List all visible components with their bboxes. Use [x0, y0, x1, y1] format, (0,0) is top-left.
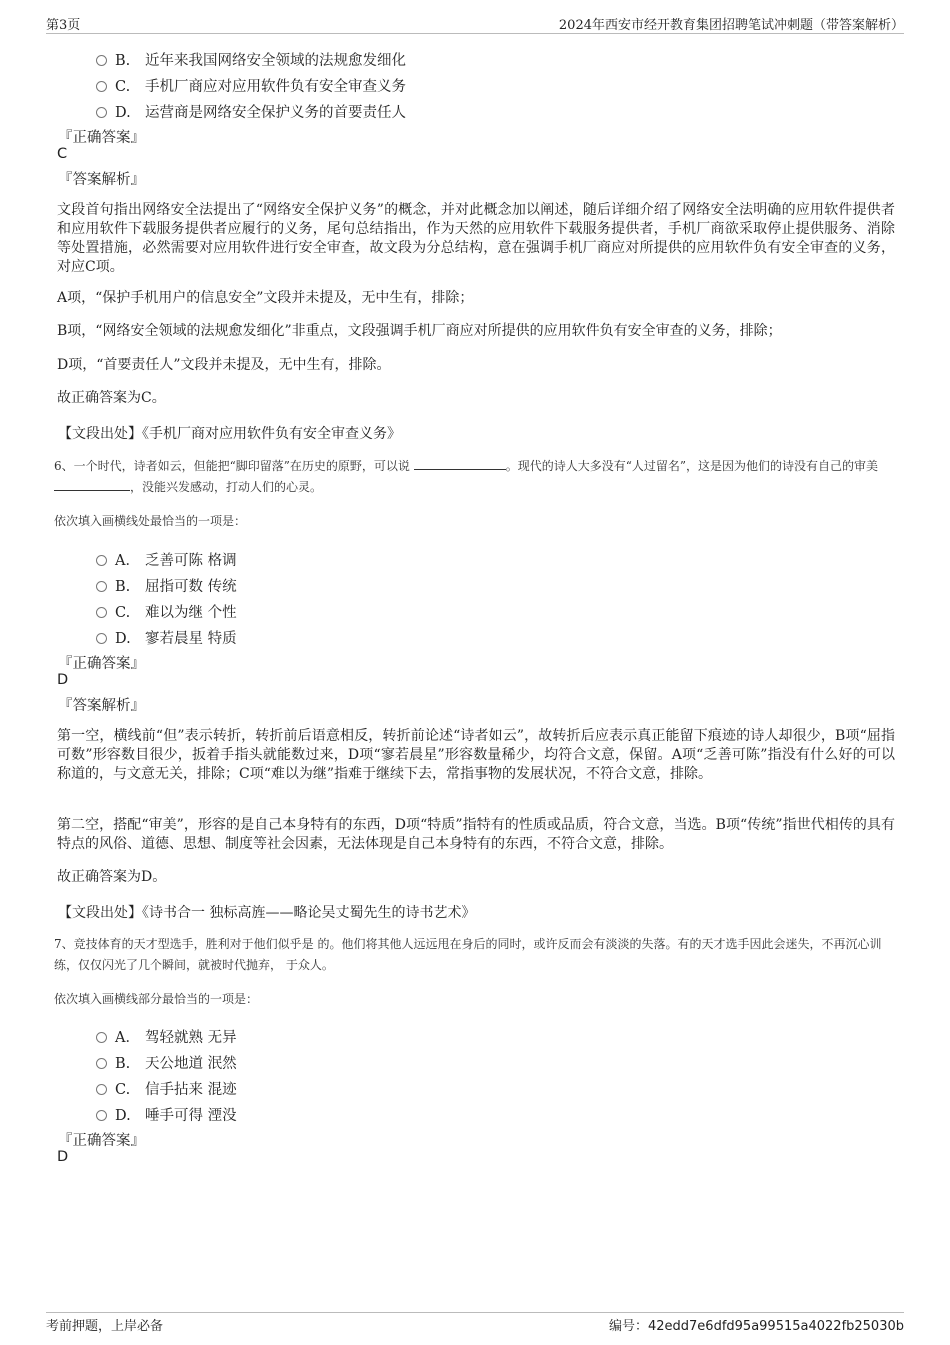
analysis-label: 『答案解析』 — [58, 172, 145, 188]
radio-icon[interactable] — [96, 1084, 107, 1095]
option-q5-b[interactable]: B. 近年来我国网络安全领域的法规愈发细化 — [96, 49, 406, 69]
option-q7-b[interactable]: B. 天公地道 泯然 — [96, 1052, 237, 1072]
radio-icon[interactable] — [96, 55, 107, 66]
radio-icon[interactable] — [96, 555, 107, 566]
radio-icon[interactable] — [96, 1032, 107, 1043]
analysis-paragraph: D项，“首要责任人”文段并未提及，无中生有，排除。 — [57, 357, 391, 373]
radio-icon[interactable] — [96, 581, 107, 592]
answer-value: D — [57, 1149, 69, 1165]
option-q7-c[interactable]: C. 信手拈来 混迹 — [96, 1078, 237, 1098]
document-title: 2024年西安市经开教育集团招聘笔试冲刺题（带答案解析） — [558, 18, 904, 33]
footer-slogan: 考前押题，上岸必备 — [46, 1319, 164, 1334]
question-7-text: 7、竞技体育的天才型选手，胜利对于他们似乎是 的。他们将其他人远远甩在身后的同时，或许反而会有淡淡的失落。有的天才选手因此会迷失，不再沉心训练，仅仅闪光了几个瞬间，就被时代抛弃， 于众人。 — [54, 937, 882, 972]
page-footer — [46, 1312, 904, 1333]
question-prompt: 依次填入画横线部分最恰当的一项是： — [54, 992, 259, 1006]
option-q5-c[interactable]: C. 手机厂商应对应用软件负有安全审查义务 — [96, 75, 406, 95]
answer-value: C — [57, 146, 68, 162]
page-number: 第3页 — [46, 18, 81, 33]
option-q7-d[interactable]: D. 唾手可得 湮没 — [96, 1104, 237, 1124]
question-prompt: 依次填入画横线处最恰当的一项是： — [54, 514, 247, 528]
radio-icon[interactable] — [96, 633, 107, 644]
radio-icon[interactable] — [96, 607, 107, 618]
question-6-text: 6、一个时代，诗者如云，但能把“脚印留落”在历史的原野，可以说 。现代的诗人大多没有“人过留名”，这是因为他们的诗没有自己的审美 ，没能兴发感动，打动人们的心灵。 — [54, 459, 879, 494]
option-q5-d[interactable]: D. 运营商是网络安全保护义务的首要责任人 — [96, 101, 406, 121]
option-q7-a[interactable]: A． 驾轻就熟 无异 — [96, 1026, 237, 1046]
analysis-conclusion: 故正确答案为D。 — [57, 869, 167, 885]
analysis-paragraph: A项，“保护手机用户的信息安全”文段并未提及，无中生有，排除； — [57, 290, 474, 306]
answer-label: 『正确答案』 — [58, 130, 145, 146]
answer-value: D — [57, 672, 69, 688]
analysis-paragraph: B项，“网络安全领域的法规愈发细化”非重点，文段强调手机厂商应对所提供的应用软件负有安全审查的义务，排除； — [57, 323, 782, 339]
radio-icon[interactable] — [96, 107, 107, 118]
answer-label: 『正确答案』 — [58, 1133, 145, 1149]
blank-line — [414, 457, 506, 470]
source-citation: 【文段出处】《手机厂商对应用软件负有安全审查义务》 — [58, 426, 401, 442]
radio-icon[interactable] — [96, 1110, 107, 1121]
document-code: 编号：42edd7e6dfd95a99515a4022fb25030b — [608, 1319, 904, 1334]
analysis-paragraph: 文段首句指出网络安全法提出了“网络安全保护义务”的概念，并对此概念加以阐述，随后详细介绍了网络安全法明确的应用软件提供者和应用软件下载服务提供者应履行的义务，尾句总结指出，作为天然的应用软件下载服务提供者，手机厂商欲采取停止提供服务、消除等处置措施，必然需要对应用软件进行安全审查，故文段为分总结构，意在强调手机厂商应对所提供的应用软件负有安全审查的义务，对应C项。 — [57, 202, 895, 275]
radio-icon[interactable] — [96, 81, 107, 92]
option-q6-a[interactable]: A． 乏善可陈 格调 — [96, 549, 237, 569]
analysis-conclusion: 故正确答案为C。 — [57, 390, 166, 406]
option-q6-d[interactable]: D. 寥若晨星 特质 — [96, 627, 237, 647]
answer-label: 『正确答案』 — [58, 656, 145, 672]
page-header — [46, 13, 904, 34]
option-q6-c[interactable]: C. 难以为继 个性 — [96, 601, 237, 621]
blank-line — [54, 478, 130, 491]
analysis-paragraph: 第一空，横线前“但”表示转折，转折前后语意相反，转折前论述“诗者如云”，故转折后应表示真正能留下痕迹的诗人却很少，B项“屈指可数”形容数目很少，扳着手指头就能数过来，D项“寥若晨星”形容数量稀少，均符合文意，保留。A项“乏善可陈”指没有什么好的可以称道的，与文意无关，排除；C项“难以为继”指难于继续下去，常指事物的发展状况，不符合文意，排除。 — [57, 728, 895, 782]
analysis-label: 『答案解析』 — [58, 698, 145, 714]
option-q6-b[interactable]: B. 屈指可数 传统 — [96, 575, 237, 595]
analysis-paragraph: 第二空，搭配“审美”，形容的是自己本身特有的东西，D项“特质”指特有的性质或品质，符合文意，当选。B项“传统”指世代相传的具有特点的风俗、道德、思想、制度等社会因素，无法体现是自己本身特有的东西，不符合文意，排除。 — [57, 817, 895, 852]
radio-icon[interactable] — [96, 1058, 107, 1069]
source-citation: 【文段出处】《诗书合一 独标高旌——略论吴丈蜀先生的诗书艺术》 — [58, 905, 476, 921]
